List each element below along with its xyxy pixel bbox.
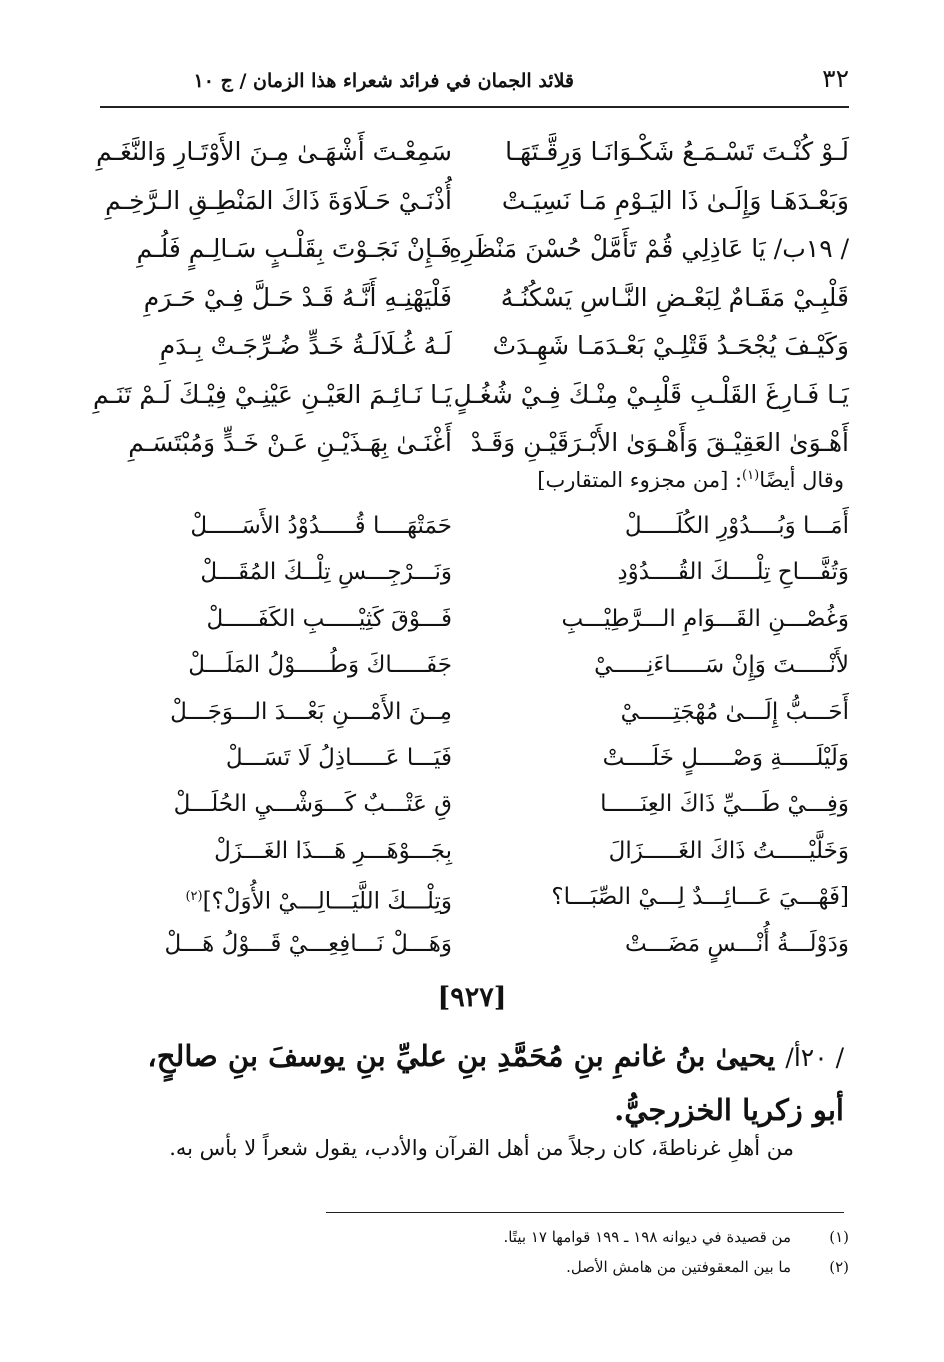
second-hemistich: جَفَـــــاكَ وَطُـــــوْلُ المَلَـــلْ xyxy=(188,652,452,679)
footnote-text: ما بين المعقوفتين من هامش الأصل. xyxy=(566,1258,791,1276)
first-hemistich: / ١٩ب/ يَا عَاذِلِي قُمْ تَأَمَّلْ حُسْنَ مَنْظَرِهِ xyxy=(448,234,849,263)
verse-row xyxy=(95,924,849,970)
first-hemistich: وَكَيْـفَ يُجْحَـدُ قَتْلِـيْ بَعْـدَمَـا شَهِـدَتْ xyxy=(492,331,849,360)
verse-row xyxy=(95,831,849,877)
entry-number: [٩٢٧] xyxy=(437,982,507,1013)
first-hemistich: وَخَلَّيْـــــتُ ذَاكَ الغَـــــزَالَ xyxy=(608,837,849,864)
first-hemistich: لأَنْـــــتَ وَإِنْ سَـــــاءَنِـــــيْ xyxy=(594,652,849,679)
verse-row xyxy=(95,645,849,691)
first-hemistich: وَلَيْلَـــــةِ وَصْـــــلٍ خَلَــــتْ xyxy=(602,744,849,771)
entry-heading xyxy=(100,1030,844,1136)
verse-row xyxy=(95,229,849,278)
running-title: قلائد الجمان في فرائد شعراء هذا الزمان / ج ١٠ xyxy=(193,70,574,92)
entry-kunya: أبو زكريا الخزرجيُّ. xyxy=(614,1093,844,1127)
verse-row xyxy=(95,181,849,230)
poem-1 xyxy=(92,132,849,472)
verse-row xyxy=(95,326,849,375)
footnote-reference[interactable]: (٢) xyxy=(185,889,203,905)
second-hemistich: فَـــوْقَ كَثِيْـــــبِ الكَفَـــــلْ xyxy=(206,605,452,632)
verse-row xyxy=(95,692,849,738)
page-number: ٣٢ xyxy=(822,64,849,93)
verse-row xyxy=(95,599,849,645)
entry-heading-line xyxy=(100,1030,844,1084)
poem-2 xyxy=(95,506,849,970)
second-hemistich: بِجَـــوْهَـــرِ هَـــذَا الغَـــزَلْ xyxy=(214,837,452,864)
second-hemistich xyxy=(100,877,452,922)
second-hemistich: فَلْيَهْنِـهِ أَنَّـهُ قَـدْ حَـلَّ فِـيْ حَـرَمِ xyxy=(143,282,452,312)
verse-row xyxy=(95,738,849,784)
first-hemistich: وَدَوْلَـــةُ أُنْـــسٍ مَضَـــتْ xyxy=(624,930,849,957)
page-header xyxy=(100,62,849,102)
entry-body: من أهلِ غرناطةَ، كان رجلاً من أهل القرآن والأدب، يقول شعراً لا بأس به. xyxy=(169,1136,794,1160)
first-hemistich: لَـوْ كُنْـتَ تَسْـمَـعُ شَكْـوَانَـا وَرِقَّـتَهَـا xyxy=(505,137,849,166)
poem-2-introduction xyxy=(537,468,844,492)
verse-row xyxy=(95,506,849,552)
entry-name: يحيىٰ بنُ غانمِ بنِ مُحَمَّدِ بنِ عليِّ بنِ يوسفَ بنِ صالحٍ، xyxy=(147,1039,776,1073)
verse-row xyxy=(95,877,849,923)
verse-row xyxy=(95,784,849,830)
second-hemistich: حَمَتْهَــــا قُـــــدُوْدُ الأَسَـــــلْ xyxy=(190,513,452,539)
first-hemistich: وَتُفَّـــاحِ تِلْــــكَ القُــــدُوْدِ xyxy=(617,559,849,586)
second-hemistich: لَـهُ غُـلَالَـةُ خَـدٍّ ضُـرِّجَـتْ بِـدَمِ xyxy=(159,331,452,360)
second-hemistich: سَمِعْـتَ أَشْهَـىٰ مِـنَ الأَوْتَـارِ وَالنَّغَـمِ xyxy=(96,137,452,166)
footnote-reference[interactable]: (١) xyxy=(742,468,760,483)
footnote xyxy=(349,1228,849,1258)
second-hemistich: وَهَـــلْ نَـــافِعِـــيْ قَـــوْلُ هَـــلْ xyxy=(164,930,452,957)
first-hemistich: أَمَـــا وَبُــــدُوْرِ الكُلَـــــلْ xyxy=(624,513,849,539)
second-hemistich: مِــنَ الأَمْـــنِ بَعْـــدَ الـــوَجَـــلْ xyxy=(170,698,452,725)
intro-text: وقال أيضًا xyxy=(759,468,844,492)
second-hemistich: يَـا نَـائِـمَ العَيْـنِ عَيْنِـيْ فِيْـكَ لَـمْ تَنَـمِ xyxy=(92,379,452,409)
hemistich-text: وَتِلْـــكَ اللَّيَـــالِـــيْ الأُوَلْ؟] xyxy=(202,888,452,915)
second-hemistich: أُذْنَـيْ حَـلَاوَةَ ذَاكَ المَنْطِـقِ الـرَّخِـمِ xyxy=(105,185,452,215)
verse-row xyxy=(95,423,849,472)
first-hemistich: أَهْـوَىٰ العَقِيْـقَ وَأَهْـوَىٰ الأَبْـرَقَيْـنِ وَقَـدْ xyxy=(470,428,849,457)
second-hemistich: وَنَـــرْجِـــسِ تِلْــكَ المُقَـــلْ xyxy=(200,559,452,586)
first-hemistich: وَبَعْـدَهَـا وَإِلَـىٰ ذَا اليَـوْمِ مَـا نَسِيَـتْ xyxy=(501,185,849,215)
footnotes xyxy=(349,1228,849,1288)
entry-heading-line xyxy=(100,1084,844,1136)
verse-row xyxy=(92,375,849,424)
first-hemistich: [فَهْـــيَ عَـــائِـــدٌ لِـــيْ الصِّبَـــا؟ xyxy=(551,884,849,911)
verse-row xyxy=(95,552,849,598)
first-hemistich: وَغُصْـــنِ القَـــوَامِ الـــرَّطِيْـــبِ xyxy=(561,605,849,632)
first-hemistich: أَحَـــبُّ إِلَـــىٰ مُهْجَتِـــــيْ xyxy=(620,698,849,725)
footnote xyxy=(349,1258,849,1288)
first-hemistich: وَفِـــيْ طَـــيِّ ذَاكَ العِنَـــــا xyxy=(600,791,849,818)
footnote-text: من قصيدة في ديوانه ١٩٨ ـ ١٩٩ قوامها ١٧ بيتًا. xyxy=(503,1228,791,1246)
footnote-number: (١) xyxy=(829,1228,849,1246)
verse-row xyxy=(95,132,849,181)
second-hemistich: أَغْنَـىٰ بِهَـذَيْـنِ عَـنْ خَـدٍّ وَمُبْتَسَـمِ xyxy=(128,428,452,457)
meter-label: : [من مجزوء المتقارب] xyxy=(537,468,743,492)
first-hemistich: قَلْبِـيْ مَقَـامٌ لِبَعْـضِ النَّـاسِ يَسْكُنُـهُ xyxy=(500,282,849,312)
footnote-number: (٢) xyxy=(829,1258,849,1276)
second-hemistich: فَيَـــا عَـــــاذِلُ لَا تَسَـــلْ xyxy=(225,744,452,771)
verse-row xyxy=(95,278,849,327)
footnote-divider xyxy=(326,1212,844,1213)
header-divider xyxy=(100,106,849,108)
folio-marker: / ٢٠أ/ xyxy=(785,1043,844,1072)
second-hemistich: قِ عَتْـــبٌ كَـــوَشْـــيِ الحُلَـــلْ xyxy=(173,791,452,818)
first-hemistich: يَـا فَـارِغَ القَلْـبِ قَلْبِـيْ مِنْـكَ فِـيْ شُغُـلٍ xyxy=(453,379,849,409)
second-hemistich: فَـإِنْ نَجَـوْتَ بِقَلْـبٍ سَـالِـمٍ فَلُـمِ xyxy=(136,234,452,263)
